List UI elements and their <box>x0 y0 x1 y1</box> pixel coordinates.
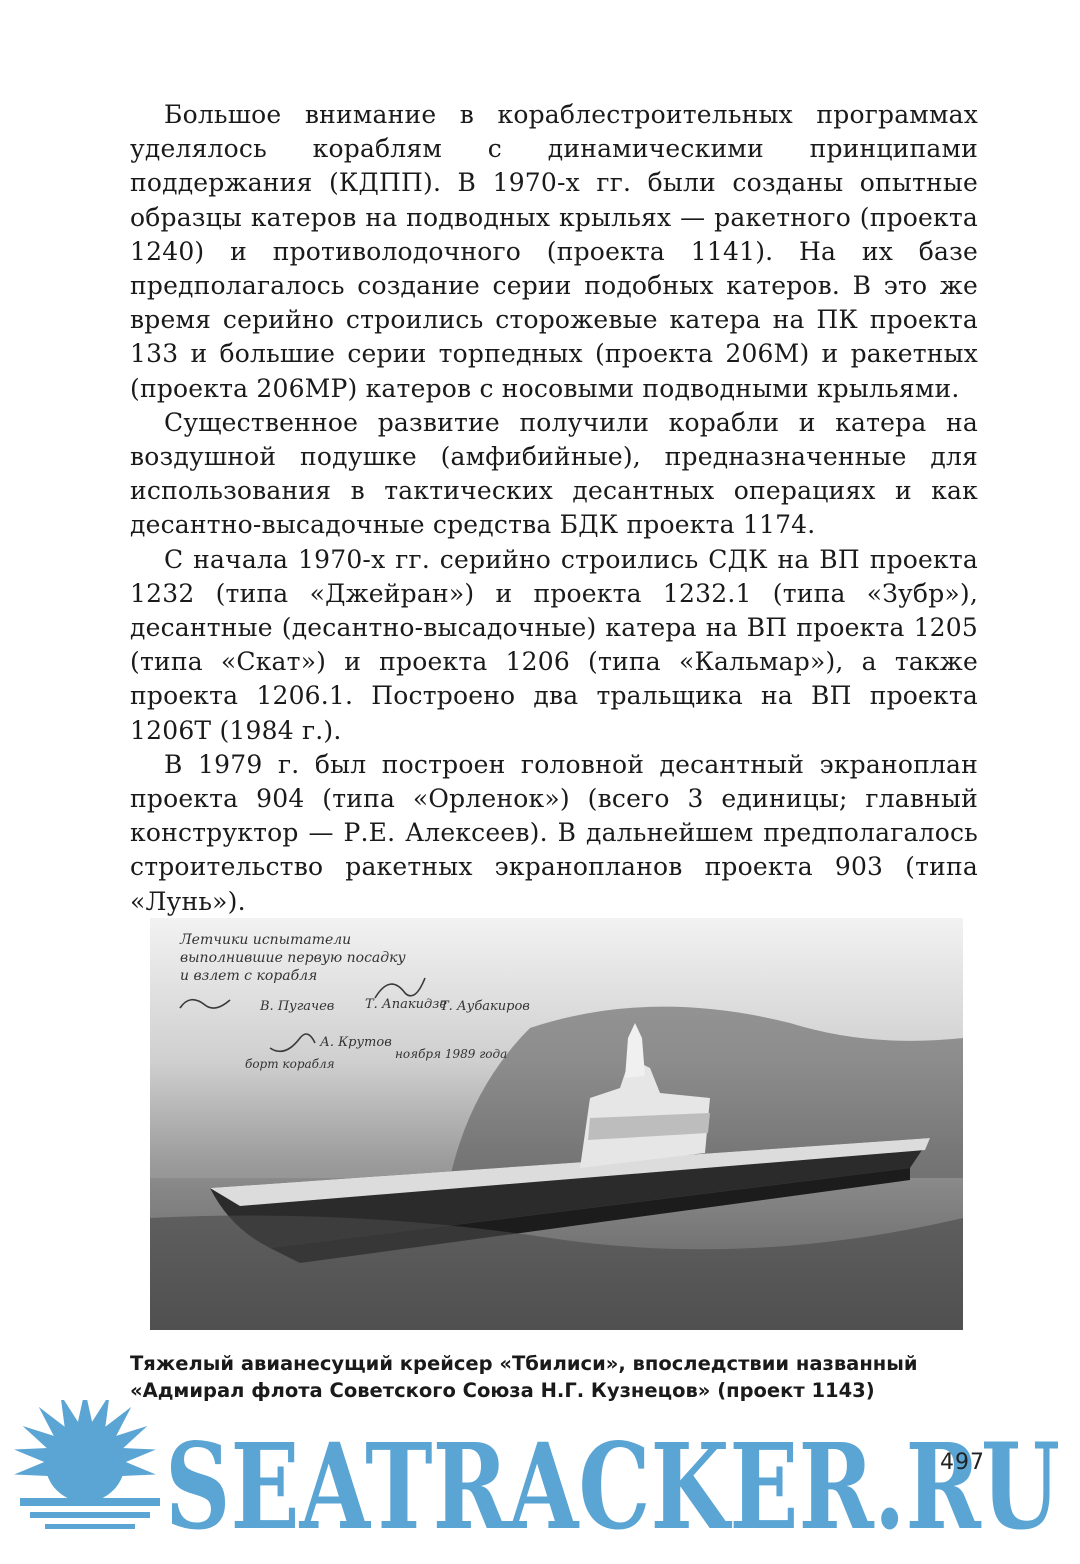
body-text <box>130 98 978 919</box>
paragraph-3: С начала 1970-х гг. серийно строились СДК на ВП проекта 1232 (типа «Джейран») и проекта 1232.1 (типа «Зубр»), десантные (десантно-высадочные) катера на ВП проекта 1205 (типа «Скат») и проекта 1206 (типа «Кальмар»), а также проекта 1206.1. Построено два тральщика на ВП проекта 1206Т (1984 г.). <box>130 544 978 745</box>
handwriting-line-1: Летчики испытатели <box>180 932 352 948</box>
paragraph-2: Существенное развитие получили корабли и катера на воздушной подушке (амфибийные), предназначенные для использования в тактических десантных операциях и как десантно-высадочные средства БДК проекта 1174. <box>130 407 978 540</box>
handwriting-line-4: борт корабля <box>245 1057 335 1071</box>
paragraph-1: Большое внимание в кораблестроительных программах уделялось кораблям с динамическими принципами поддержания (КДПП). В 1970-х гг. были созданы опытные образцы катеров на подводных крыльях — ракетного (проекта 1240) и противолодочного (проекта 1141). На их базе предполагалось создание серии подобных катеров. В это же время серийно строились сторожевые катера на ПК проекта 133 и большие серии торпедных (проекта 206М) и ракетных (проекта 206МР) катеров с носовыми подводными крыльями. <box>130 100 978 403</box>
handwriting-name-3: Т. Аубакиров <box>440 999 530 1014</box>
seatracker-watermark <box>0 1400 1080 1564</box>
handwriting-line-2: выполнившие первую посадку <box>180 950 406 966</box>
photo-illustration <box>150 918 963 1330</box>
photo-caption <box>130 1350 990 1404</box>
paragraph-4: В 1979 г. был построен головной десантный экраноплан проекта 904 (типа «Орленок») (всего 3 единицы; главный конструктор — Р.Е. Алексеев). В дальнейшем предполагалось строительство ракетных экранопланов проекта 903 (типа «Лунь»). <box>130 749 978 916</box>
page-number: 497 <box>940 1450 985 1475</box>
caption-line-2: «Адмирал флота Советского Союза Н.Г. Кузнецов» (проект 1143) <box>130 1379 875 1402</box>
sun-logo-icon <box>13 1400 160 1529</box>
handwriting-line-3: и взлет с корабля <box>180 968 318 984</box>
handwriting-name-4: А. Крутов <box>320 1035 392 1050</box>
aircraft-carrier-photo <box>150 918 963 1330</box>
handwriting-line-5: ноября 1989 года <box>395 1047 508 1061</box>
handwriting-name-2: Т. Апакидзе <box>365 997 448 1012</box>
caption-line-1: Тяжелый авианесущий крейсер «Тбилиси», впоследствии названный <box>130 1352 918 1375</box>
watermark-text: SEATRACKER.RU <box>165 1417 1060 1556</box>
handwriting-name-1: В. Пугачев <box>260 999 335 1014</box>
